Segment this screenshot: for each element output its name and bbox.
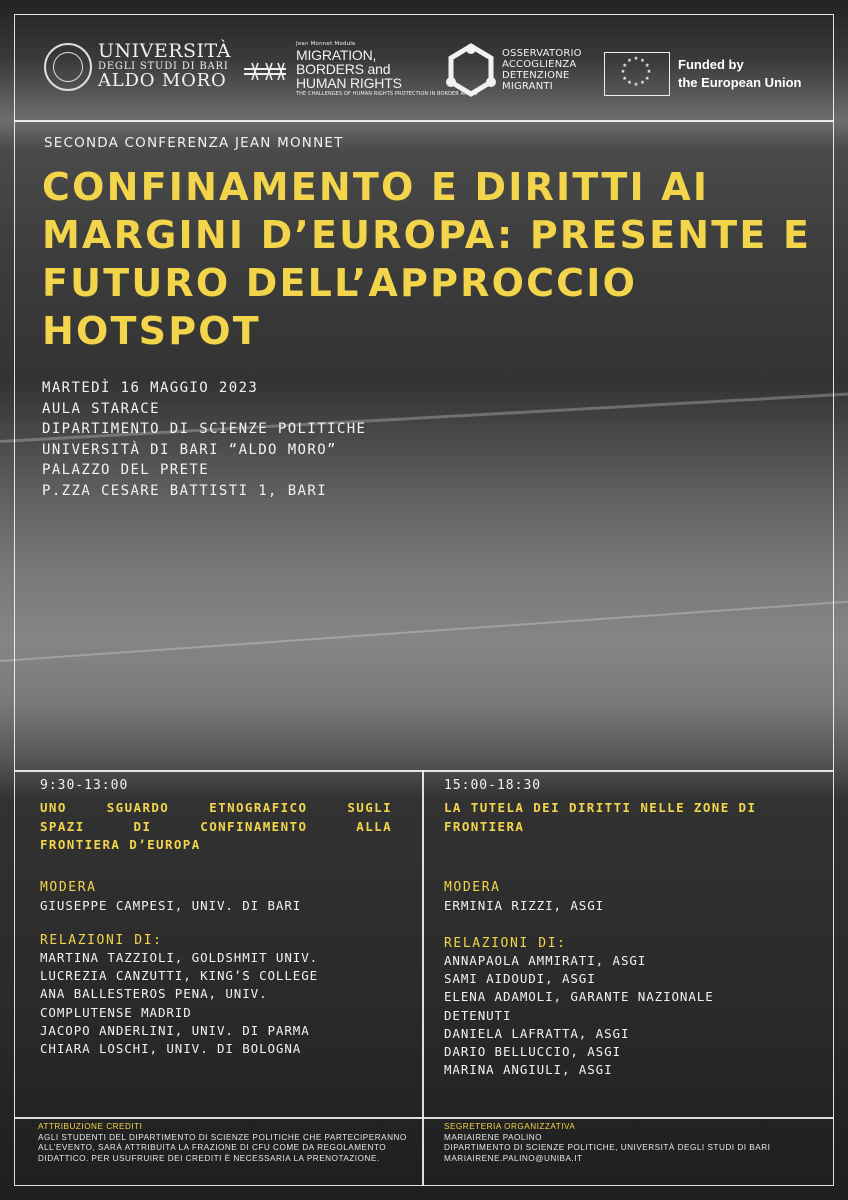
morning-time: 9:30-13:00	[40, 778, 129, 793]
event-address: P.ZZA CESARE BATTISTI 1, BARI	[42, 482, 328, 499]
speaker: ELENA ADAMOLI, GARANTE NAZIONALE	[444, 989, 714, 1005]
hexagon-people-icon	[446, 42, 496, 98]
session-title-line: UNO SGUARDO ETNOGRAFICO SUGLI	[40, 800, 392, 815]
credits-line: ALL’EVENTO, SARÀ ATTRIBUITA LA FRAZIONE DI CFU COME DA REGOLAMENTO	[38, 1143, 387, 1152]
secretariat-email[interactable]: MARIAIRENE.PALINO@UNIBA.IT	[444, 1153, 583, 1163]
title-line: CONFINAMENTO E DIRITTI AI	[42, 165, 710, 209]
speaker: DETENUTI	[444, 1007, 512, 1023]
event-date: MARTEDÌ 16 MAGGIO 2023	[42, 380, 259, 396]
eu-flag-icon	[604, 52, 670, 96]
eu-star-icon: ★	[640, 57, 645, 64]
logo-divider	[14, 120, 834, 122]
speaker: MARTINA TAZZIOLI, GOLDSHMIT UNIV.	[40, 950, 319, 965]
mbhr-line-1: MIGRATION,	[296, 46, 377, 63]
speaker: ANA BALLESTEROS PENA, UNIV.	[40, 986, 268, 1002]
footer-divider	[14, 1117, 834, 1119]
moderator-label: MODERA	[444, 880, 501, 895]
eu-star-icon: ★	[627, 80, 632, 87]
event-university: UNIVERSITÀ DI BARI “ALDO MORO”	[42, 441, 337, 458]
session-title-line: FRONTIERA D’EUROPA	[40, 837, 201, 852]
afternoon-session-title	[444, 799, 796, 836]
afternoon-time: 15:00-18:30	[444, 778, 542, 793]
speaker: JACOPO ANDERLINI, UNIV. DI PARMA	[40, 1022, 310, 1038]
event-building: PALAZZO DEL PRETE	[42, 462, 210, 478]
session-title-line: SPAZI DI CONFINAMENTO ALLA	[40, 818, 392, 834]
osservatorio-logo	[446, 42, 582, 98]
speakers-label: RELAZIONI DI:	[40, 933, 163, 948]
title-line: HOTSPOT	[42, 309, 261, 353]
speaker: MARINA ANGIULI, ASGI	[444, 1062, 613, 1078]
uniba-logo	[44, 42, 231, 91]
speaker: SAMI AIDOUDI, ASGI	[444, 971, 596, 987]
speaker: ANNAPAOLA AMMIRATI, ASGI	[444, 953, 647, 968]
eu-star-icon: ★	[644, 75, 650, 82]
eu-star-icon: ★	[620, 69, 626, 75]
mbhr-module-label: Jean Monnet Module	[296, 41, 356, 47]
mbhr-logo	[242, 42, 478, 97]
secretariat-name: MARIAIRENE PAOLINO	[444, 1132, 543, 1142]
program-divider	[14, 770, 834, 772]
eu-star-icon: ★	[644, 62, 650, 69]
oss-line-1: OSSERVATORIO	[502, 48, 582, 59]
eu-star-icon: ★	[646, 69, 652, 75]
moderator-name: GIUSEPPE CAMPESI, UNIV. DI BARI	[40, 898, 302, 913]
conference-title	[42, 163, 832, 355]
secretariat-title: SEGRETERIA ORGANIZZATIVA	[444, 1122, 576, 1131]
session-title-line: FRONTIERA	[444, 818, 525, 834]
eu-funded-line-1: Funded by	[678, 56, 744, 72]
speaker: DANIELA LAFRATTA, ASGI	[444, 1025, 630, 1041]
morning-session-title	[40, 799, 392, 855]
speaker: CHIARA LOSCHI, UNIV. DI BOLOGNA	[40, 1041, 302, 1057]
eu-star-icon: ★	[633, 82, 639, 88]
mbhr-line-2: BORDERS and	[296, 60, 391, 77]
credits-info	[38, 1122, 438, 1164]
moderator-name: ERMINIA RIZZI, ASGI	[444, 898, 605, 913]
eu-star-icon: ★	[627, 57, 632, 64]
eu-star-icon: ★	[640, 80, 645, 87]
secretariat-department: DIPARTIMENTO DI SCIENZE POLITICHE, UNIVERSITÀ DEGLI STUDI DI BARI	[444, 1143, 771, 1152]
event-details	[42, 378, 366, 501]
credits-line: AGLI STUDENTI DEL DIPARTIMENTO DI SCIENZE POLITICHE CHE PARTECIPERANNO	[38, 1132, 407, 1142]
logo-bar	[14, 14, 834, 120]
event-department: DIPARTIMENTO DI SCIENZE POLITICHE	[42, 421, 367, 437]
moderator-label: MODERA	[40, 880, 97, 895]
title-line: FUTURO DELL’APPROCCIO	[42, 261, 638, 305]
eu-star-icon: ★	[633, 56, 639, 62]
oss-line-3: DETENZIONE	[502, 70, 570, 81]
university-seal-icon	[44, 43, 92, 91]
credits-line: DIDATTICO. PER USUFRUIRE DEI CREDITI È NECESSARIA LA PRENOTAZIONE.	[38, 1153, 380, 1163]
credits-title: ATTRIBUZIONE CREDITI	[38, 1122, 143, 1131]
secretariat-info	[444, 1122, 824, 1164]
oss-line-2: ACCOGLIENZA	[502, 59, 577, 70]
speaker: DARIO BELLUCCIO, ASGI	[444, 1044, 621, 1060]
event-room: AULA STARACE	[42, 400, 160, 417]
oss-line-4: MIGRANTI	[502, 81, 553, 92]
afternoon-session	[444, 778, 796, 1078]
speaker: COMPLUTENSE MADRID	[40, 1004, 192, 1020]
eu-logo	[604, 52, 802, 96]
session-title-line: LA TUTELA DEI DIRITTI NELLE ZONE DI	[444, 800, 757, 815]
eu-funded-line-2: the European Union	[678, 75, 802, 90]
speaker: LUCREZIA CANZUTTI, KING’S COLLEGE	[40, 968, 319, 984]
conference-subtitle: SECONDA CONFERENZA JEAN MONNET	[44, 135, 344, 151]
title-line: MARGINI D’EUROPA: PRESENTE E	[42, 213, 812, 257]
mbhr-tagline: THE CHALLENGES OF HUMAN RIGHTS PROTECTION IN BORDER AREAS	[296, 90, 478, 97]
barbed-wire-icon	[242, 46, 288, 92]
eu-star-icon: ★	[622, 62, 628, 69]
eu-star-icon: ★	[622, 75, 628, 82]
mbhr-line-3: HUMAN RIGHTS	[296, 74, 402, 91]
speakers-label: RELAZIONI DI:	[444, 936, 567, 951]
uniba-name: UNIVERSITÀ	[98, 40, 231, 62]
uniba-aldo-moro: ALDO MORO	[98, 70, 227, 92]
uniba-subname: DEGLI STUDI DI BARI	[98, 60, 229, 72]
morning-session	[40, 778, 392, 1057]
